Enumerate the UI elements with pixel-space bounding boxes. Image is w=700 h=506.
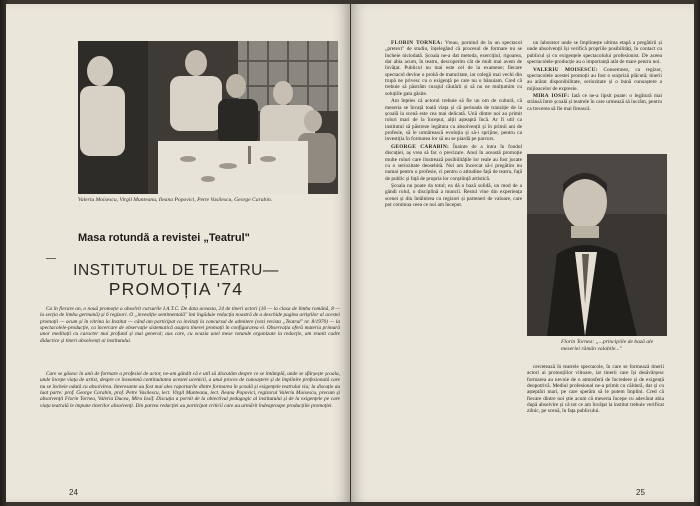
round-table-subtitle: Masa rotundă a revistei „Teatrul"	[78, 232, 250, 244]
speaker-name: MIRA IOSIF:	[533, 93, 570, 100]
speaker-name: FLORIN TORNEA:	[391, 40, 443, 46]
paragraph-text: cercetează în teatrele spectacole, în care se formează tinerii actori ai promoțiilor viitoare, iar tinerii care își desăvârșesc formarea au nevoie de o atmosferă de încredere și de exigență deopotrivă. Mediul profesional ne-a primit cu căldură, dar și cu așteptări mari, pe care sperăm să le putem împlini. Cred că fiecare dintre noi știe acum că meseria începe cu adevărat abia după absolvire și că tot ce am învățat la institut trebuie verificat zilnic, pe scenă, în fața publicului.	[527, 364, 664, 415]
column-3-paragraph	[527, 364, 664, 415]
column-2-paragraph	[527, 67, 662, 92]
portrait-photo-image	[527, 154, 667, 336]
right-page	[351, 4, 694, 502]
portrait-caption: Florin Tornea: „...principiile de bază ale meseriei rămân valabile..."	[561, 339, 654, 352]
column-1-paragraph	[385, 40, 522, 97]
speaker-name: GEORGE CARABIN:	[391, 143, 450, 150]
headline-rule-left	[46, 258, 56, 259]
left-page	[6, 4, 350, 502]
paragraph-text: Am înțeles că actorul trebuie să fie un om de cultură, că meseria se învață toată viața și că perioada de tranziție de la școală la scenă este cea mai delicată. Unii dintre noi au primit roluri mari de la început, alții așteaptă încă. Ar fi util ca institutul să păstreze legătura cu absolvenții și în primii ani de profesie, să le urmărească evoluția și să-i sprijine, pentru ca investiția în formarea lor să nu se piardă pe parcurs.	[385, 98, 522, 143]
intro-paragraph: Ca în fiecare an, o nouă promoție a absolvit cursurile I.A.T.C. De data aceasta, 24 de tineri actori (16 — la clasa de limba română, 8 — la secția de limba germană) și 6 regizori. O „investiție sentimentală" îmi îngăduie redacția noastră de a deschide pagina artiștilor al acestei promoții — acum și în vitrina la Institut — când am participat ca invitați la concursul de admitere (vezi revista „Teatrul" nr. 8/1970) — la spectacolele-producție, ca încercare de observație sistematică asupra tinerei promoții în configurarea ei. Observația oferă materia primară unor meditații cu caracter mai profund și mai general; aus care, cu ocazia unei mese rotunde organizate la redacție, am reunit cadre didactice și tineri absolvenți ai institutului.	[40, 306, 340, 344]
portrait-photo	[527, 154, 667, 336]
column-1-paragraph	[385, 98, 522, 142]
paragraph-text: un laborator unde se împlinește ultima etapă a pregătirii și unde absolvenții își verifică propriile posibilități, în contact cu publicul și cu exigențele spectacolului profesionist. De aceea spectacolele-producție au o importanță atât de mare pentru noi.	[527, 40, 662, 66]
article-intro-continued	[40, 371, 340, 489]
article-intro	[40, 306, 340, 370]
column-2-paragraph	[527, 40, 662, 65]
headline-line-1: INSTITUTUL DE TEATRU—	[73, 262, 279, 279]
column-2	[527, 40, 662, 148]
page-number-right: 25	[636, 488, 645, 497]
group-photo-image	[78, 41, 338, 194]
paragraph-text: Vreau, pornind de la un spectacol „pretext" de studiu, înțelegând că procesul de formare nu se încheie niciodată. Școala ne-a dat metoda, exercițiul, rigoarea, dar abia acum, în teatru, descoperim cât de mult mai avem de învățat. Publicul nu mai este cel de la examene; fiecare spectacol devine o probă de maturitate, iar colegii mai vechi din trupă ne privesc cu o exigență pe care nu o bănuiam. Cred că trebuie să păstrăm curajul căutării și să nu ne mulțumim cu soluțiile gata găsite.	[385, 40, 522, 97]
speaker-name: VALERIU MOISESCU:	[533, 66, 598, 73]
paragraph-text: Iată ce ne-a lipsit poate: o legătură mai strânsă între școală și teatrele în care urmează să lucrăm, pentru ca trecerea să fie mai firească.	[527, 93, 662, 112]
right-edge-shadow	[694, 0, 700, 506]
group-photo	[78, 41, 338, 194]
article-headline	[58, 262, 294, 299]
column-1-paragraph	[385, 183, 522, 208]
column-2-paragraph	[527, 93, 662, 112]
column-1-paragraph	[385, 144, 522, 182]
paragraph-text: Înainte de a intra în fondul discuției, aș vrea să fac o precizare. Anul în această promoție multe roluri care ilustrează posibilitățile lor reale au fost jucate cu o seriozitate deosebită. Noi am încercat să-i pregătim nu numai pentru o profesie, ci pentru o atitudine față de teatru, față de public și față de propria lor conștiință artistică.	[385, 143, 522, 182]
paragraph-text: Școala nu poate da totul; ea dă o bază solidă, un mod de a gândi rolul, o disciplină a muncii. Restul vine din experiența scenei și din întâlnirea cu regizori și parteneri de valoare, care pot continua ceea ce noi am început.	[385, 183, 522, 209]
photo-caption: Valeriu Moisescu, Virgil Munteanu, Ileana Popovici, Petre Vasilescu, George Carabin.	[78, 197, 273, 203]
column-1	[385, 40, 522, 486]
column-3	[527, 364, 664, 486]
page-number-left: 24	[69, 488, 78, 497]
intro-paragraph-continued: Care se găsesc în anii de formare a profesiei de actor, ne-am gândit că e util să discutăm despre ce se întâmplă, unde se sfârșește școala, unde începe viața de artist, despre ce înseamnă continuitatea acestei ucenicii, a unui proces de cunoaștere și de împlinire profesională care nu se încheie odată cu absolvirea. Interesante au fost mai ales raporturile dintre formarea în școală și exigențele teatrului viu; la discuție au luat parte: prof. George Carabin, prof. Petre Vasilescu, lect. Virgil Munteanu, lect. Ileana Popovici, regizorul Valeriu Moisescu, precum și absolvenții Florin Tornea, Valeria Ducea, Mira Iosif. Discuția a pornit de la obiectivul pedagogic al institutului și de la exigențele pe care viața teatrală le impune tinerilor absolvenți. Din partea redacției au participat criticii care au urmărit îndeaproape producțiile promoției.	[40, 371, 340, 409]
paragraph-text: Consemnez, ca regizor, spectacolele acestei promoții au fost o surpriză plăcută; tinerii au arătat disponibilitate, seriozitate și o bună cunoaștere a mijloacelor de expresie.	[527, 66, 662, 92]
headline-line-2: PROMOȚIA '74	[108, 279, 244, 299]
